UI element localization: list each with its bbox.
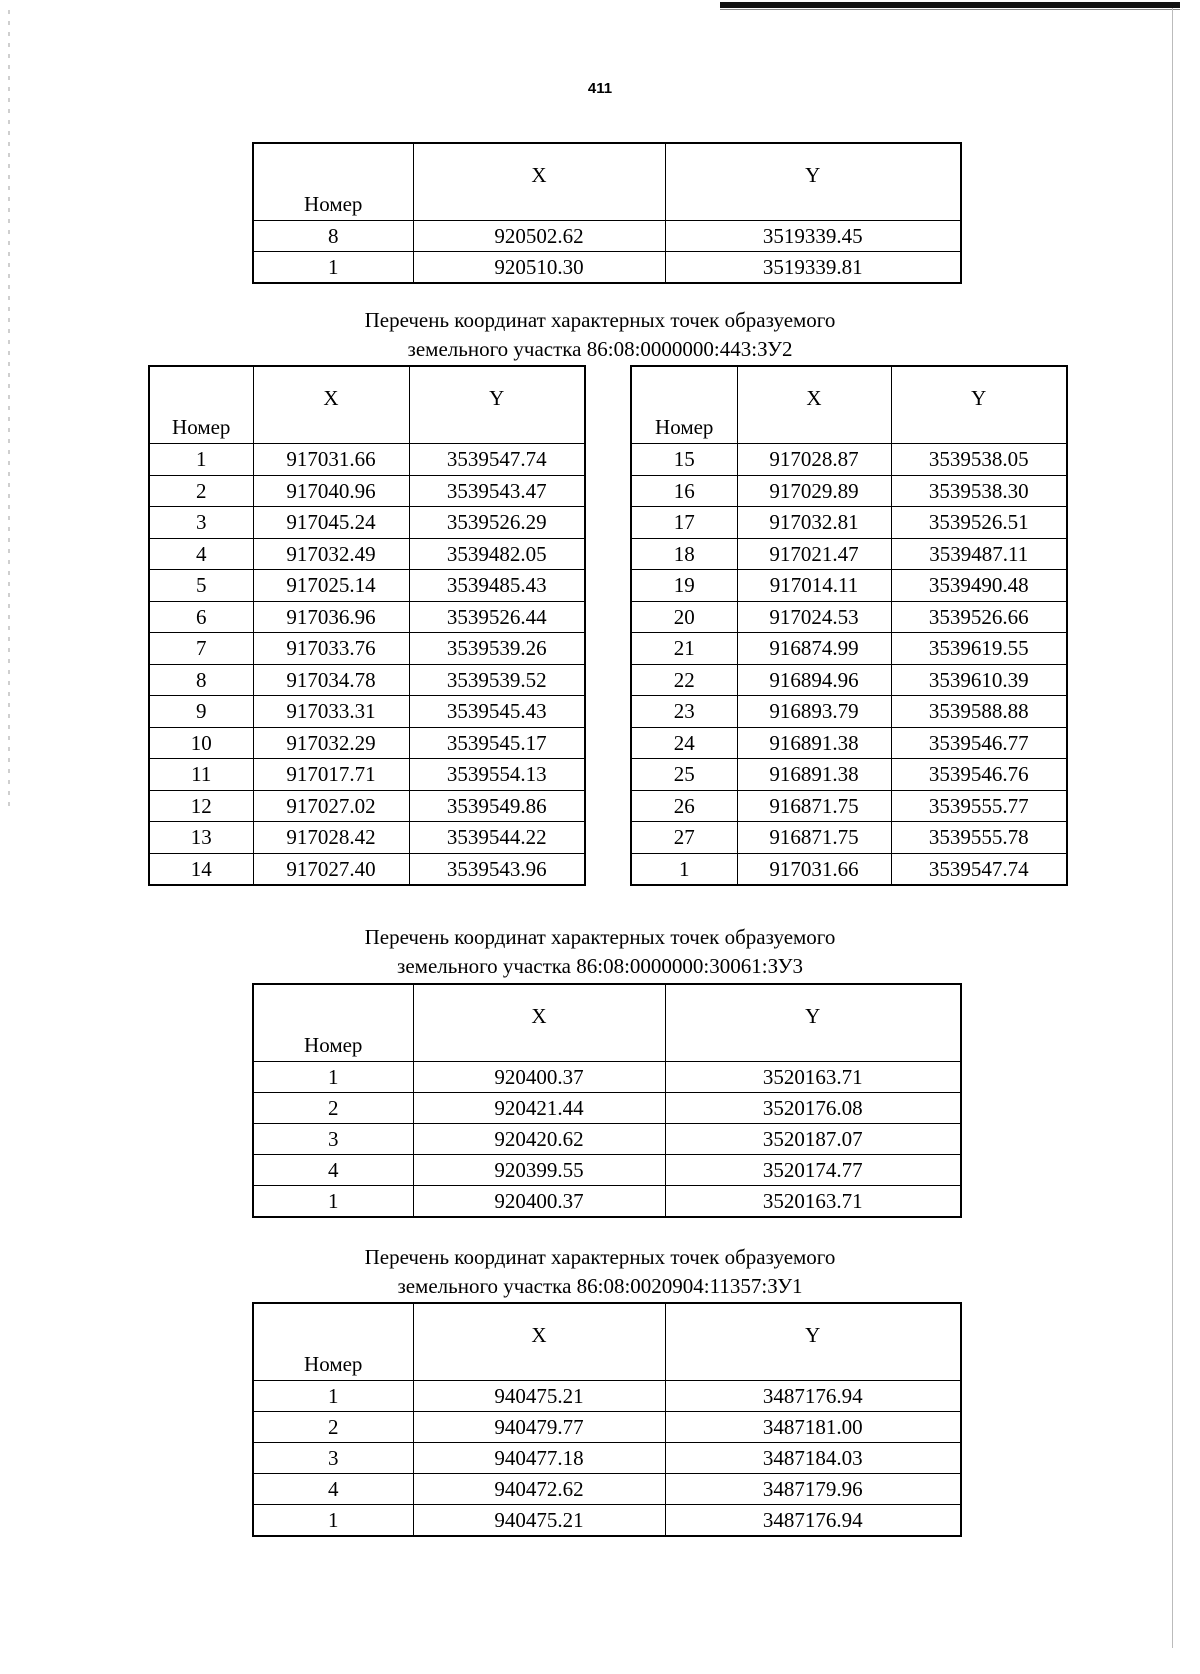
table-row [149, 538, 585, 570]
table-row [631, 601, 1067, 633]
cell-y: 3539487.11 [891, 538, 1067, 570]
cell-x: 917028.42 [253, 822, 409, 854]
header-number: Номер [253, 143, 413, 221]
cell-number: 1 [253, 252, 413, 284]
cell-number: 3 [253, 1124, 413, 1155]
cell-number: 13 [149, 822, 253, 854]
cell-number: 1 [253, 1186, 413, 1218]
table-row [149, 570, 585, 602]
section4-caption [0, 1243, 1200, 1301]
cell-x: 920502.62 [413, 221, 665, 252]
cell-number: 21 [631, 633, 737, 665]
cell-number: 1 [253, 1062, 413, 1093]
cell-number: 18 [631, 538, 737, 570]
cell-y: 3539539.26 [409, 633, 585, 665]
cell-number: 11 [149, 759, 253, 791]
cell-x: 916894.96 [737, 664, 891, 696]
cell-y: 3539547.74 [409, 444, 585, 476]
section2-caption [0, 306, 1200, 364]
cell-y: 3539619.55 [891, 633, 1067, 665]
cell-number: 2 [253, 1093, 413, 1124]
cell-number: 20 [631, 601, 737, 633]
cell-x: 940475.21 [413, 1505, 665, 1537]
cell-x: 920421.44 [413, 1093, 665, 1124]
table-row [149, 475, 585, 507]
cell-y: 3539545.17 [409, 727, 585, 759]
cell-y: 3487181.00 [665, 1412, 961, 1443]
table-header-row [149, 366, 585, 444]
table-row [631, 822, 1067, 854]
cell-number: 17 [631, 507, 737, 539]
table-row [631, 538, 1067, 570]
cell-x: 940479.77 [413, 1412, 665, 1443]
cell-number: 9 [149, 696, 253, 728]
scan-top-rule-thin [720, 9, 1180, 10]
header-y: Y [409, 366, 585, 444]
coords-table-continuation [252, 142, 962, 284]
coords-table-zu2-left [148, 365, 586, 886]
header-number: Номер [631, 366, 737, 444]
cell-number: 23 [631, 696, 737, 728]
table-row [253, 1062, 961, 1093]
cell-x: 917040.96 [253, 475, 409, 507]
header-x: X [737, 366, 891, 444]
header-x: X [413, 143, 665, 221]
cell-y: 3539549.86 [409, 790, 585, 822]
cell-y: 3539588.88 [891, 696, 1067, 728]
table-row [253, 1155, 961, 1186]
table-header-row [253, 1303, 961, 1381]
cell-number: 25 [631, 759, 737, 791]
table-row [631, 853, 1067, 885]
cell-number: 1 [631, 853, 737, 885]
cell-y: 3539526.66 [891, 601, 1067, 633]
table-row [253, 1186, 961, 1218]
cell-x: 916891.38 [737, 727, 891, 759]
cell-number: 4 [253, 1155, 413, 1186]
cell-y: 3520163.71 [665, 1062, 961, 1093]
cell-number: 4 [253, 1474, 413, 1505]
section4-caption-line1: Перечень координат характерных точек образуемого [364, 1245, 836, 1269]
table-row [253, 252, 961, 284]
header-number: Номер [149, 366, 253, 444]
cell-x: 917032.49 [253, 538, 409, 570]
table-row [253, 1381, 961, 1412]
cell-y: 3539482.05 [409, 538, 585, 570]
table-row [631, 570, 1067, 602]
table-row [631, 444, 1067, 476]
cell-y: 3539538.05 [891, 444, 1067, 476]
table-row [149, 853, 585, 885]
cell-x: 916893.79 [737, 696, 891, 728]
cell-number: 10 [149, 727, 253, 759]
scan-left-edge [8, 10, 10, 810]
header-x: X [413, 1303, 665, 1381]
cell-x: 940475.21 [413, 1381, 665, 1412]
cell-x: 917021.47 [737, 538, 891, 570]
cell-y: 3539526.51 [891, 507, 1067, 539]
cell-x: 917024.53 [737, 601, 891, 633]
table-row [149, 664, 585, 696]
cell-y: 3539547.74 [891, 853, 1067, 885]
cell-x: 917014.11 [737, 570, 891, 602]
table-row [149, 444, 585, 476]
table-row [631, 759, 1067, 791]
cell-number: 2 [253, 1412, 413, 1443]
cell-y: 3539555.78 [891, 822, 1067, 854]
table-row [631, 727, 1067, 759]
table-header-row [631, 366, 1067, 444]
page-number: 411 [587, 80, 613, 97]
cell-number: 12 [149, 790, 253, 822]
table-row [253, 221, 961, 252]
cell-x: 917033.31 [253, 696, 409, 728]
cell-y: 3539610.39 [891, 664, 1067, 696]
table-row [149, 790, 585, 822]
cell-number: 1 [253, 1505, 413, 1537]
cell-y: 3539546.77 [891, 727, 1067, 759]
cell-number: 15 [631, 444, 737, 476]
cell-y: 3539526.29 [409, 507, 585, 539]
cell-x: 917027.02 [253, 790, 409, 822]
cell-number: 2 [149, 475, 253, 507]
cell-number: 8 [253, 221, 413, 252]
cell-x: 940472.62 [413, 1474, 665, 1505]
cell-y: 3487179.96 [665, 1474, 961, 1505]
cell-x: 917031.66 [253, 444, 409, 476]
coords-table-zu2-right [630, 365, 1068, 886]
cell-y: 3539543.47 [409, 475, 585, 507]
cell-number: 6 [149, 601, 253, 633]
section3-caption-line1: Перечень координат характерных точек образуемого [364, 925, 836, 949]
cell-number: 16 [631, 475, 737, 507]
table-row [631, 696, 1067, 728]
table-header-row [253, 984, 961, 1062]
section4-caption-line2: земельного участка 86:08:0020904:11357:ЗУ1 [397, 1274, 803, 1298]
table-row [631, 633, 1067, 665]
table-header-row [253, 143, 961, 221]
scan-right-border [1172, 8, 1173, 1648]
cell-x: 917027.40 [253, 853, 409, 885]
header-x: X [413, 984, 665, 1062]
cell-x: 920420.62 [413, 1124, 665, 1155]
cell-number: 1 [149, 444, 253, 476]
cell-y: 3487176.94 [665, 1505, 961, 1537]
cell-number: 27 [631, 822, 737, 854]
cell-x: 916874.99 [737, 633, 891, 665]
table-row [631, 664, 1067, 696]
scan-top-rule [720, 2, 1180, 8]
cell-y: 3520176.08 [665, 1093, 961, 1124]
header-y: Y [665, 143, 961, 221]
cell-y: 3539545.43 [409, 696, 585, 728]
cell-number: 3 [253, 1443, 413, 1474]
cell-number: 5 [149, 570, 253, 602]
section3-caption [0, 923, 1200, 981]
cell-y: 3539539.52 [409, 664, 585, 696]
cell-x: 916871.75 [737, 790, 891, 822]
cell-y: 3539546.76 [891, 759, 1067, 791]
cell-y: 3539490.48 [891, 570, 1067, 602]
cell-y: 3539554.13 [409, 759, 585, 791]
table-row [253, 1505, 961, 1537]
cell-x: 917029.89 [737, 475, 891, 507]
cell-x: 916871.75 [737, 822, 891, 854]
header-number: Номер [253, 1303, 413, 1381]
header-number: Номер [253, 984, 413, 1062]
table-row [253, 1093, 961, 1124]
coords-table-zu1 [252, 1302, 962, 1537]
cell-number: 14 [149, 853, 253, 885]
cell-y: 3519339.81 [665, 252, 961, 284]
table-row [631, 790, 1067, 822]
section2-caption-line1: Перечень координат характерных точек образуемого [364, 308, 836, 332]
table-row [149, 633, 585, 665]
cell-number: 22 [631, 664, 737, 696]
cell-y: 3520174.77 [665, 1155, 961, 1186]
table-row [149, 727, 585, 759]
header-y: Y [665, 1303, 961, 1381]
cell-y: 3539555.77 [891, 790, 1067, 822]
cell-y: 3539544.22 [409, 822, 585, 854]
section2-caption-line2: земельного участка 86:08:0000000:443:ЗУ2 [407, 337, 793, 361]
cell-number: 1 [253, 1381, 413, 1412]
table-row [149, 696, 585, 728]
table-row [631, 507, 1067, 539]
cell-number: 24 [631, 727, 737, 759]
cell-x: 920399.55 [413, 1155, 665, 1186]
table-row [631, 475, 1067, 507]
cell-y: 3519339.45 [665, 221, 961, 252]
header-x: X [253, 366, 409, 444]
table-row [253, 1443, 961, 1474]
cell-x: 917034.78 [253, 664, 409, 696]
cell-x: 917033.76 [253, 633, 409, 665]
coords-table-zu3 [252, 983, 962, 1218]
cell-y: 3539526.44 [409, 601, 585, 633]
table-row [149, 759, 585, 791]
cell-number: 26 [631, 790, 737, 822]
cell-x: 917017.71 [253, 759, 409, 791]
cell-x: 917045.24 [253, 507, 409, 539]
header-y: Y [891, 366, 1067, 444]
cell-x: 917025.14 [253, 570, 409, 602]
table-row [149, 601, 585, 633]
cell-number: 8 [149, 664, 253, 696]
cell-x: 916891.38 [737, 759, 891, 791]
table-row [149, 507, 585, 539]
cell-y: 3487176.94 [665, 1381, 961, 1412]
table-row [253, 1124, 961, 1155]
cell-number: 4 [149, 538, 253, 570]
cell-y: 3520163.71 [665, 1186, 961, 1218]
cell-x: 917031.66 [737, 853, 891, 885]
cell-x: 917032.29 [253, 727, 409, 759]
cell-y: 3520187.07 [665, 1124, 961, 1155]
cell-y: 3539538.30 [891, 475, 1067, 507]
cell-x: 940477.18 [413, 1443, 665, 1474]
cell-x: 917036.96 [253, 601, 409, 633]
cell-number: 19 [631, 570, 737, 602]
cell-x: 920510.30 [413, 252, 665, 284]
cell-x: 917032.81 [737, 507, 891, 539]
table-row [253, 1474, 961, 1505]
header-y: Y [665, 984, 961, 1062]
cell-y: 3539485.43 [409, 570, 585, 602]
cell-y: 3487184.03 [665, 1443, 961, 1474]
cell-x: 920400.37 [413, 1186, 665, 1218]
cell-x: 917028.87 [737, 444, 891, 476]
cell-x: 920400.37 [413, 1062, 665, 1093]
cell-number: 3 [149, 507, 253, 539]
section3-caption-line2: земельного участка 86:08:0000000:30061:ЗУ3 [397, 954, 803, 978]
table-row [149, 822, 585, 854]
cell-number: 7 [149, 633, 253, 665]
cell-y: 3539543.96 [409, 853, 585, 885]
table-row [253, 1412, 961, 1443]
